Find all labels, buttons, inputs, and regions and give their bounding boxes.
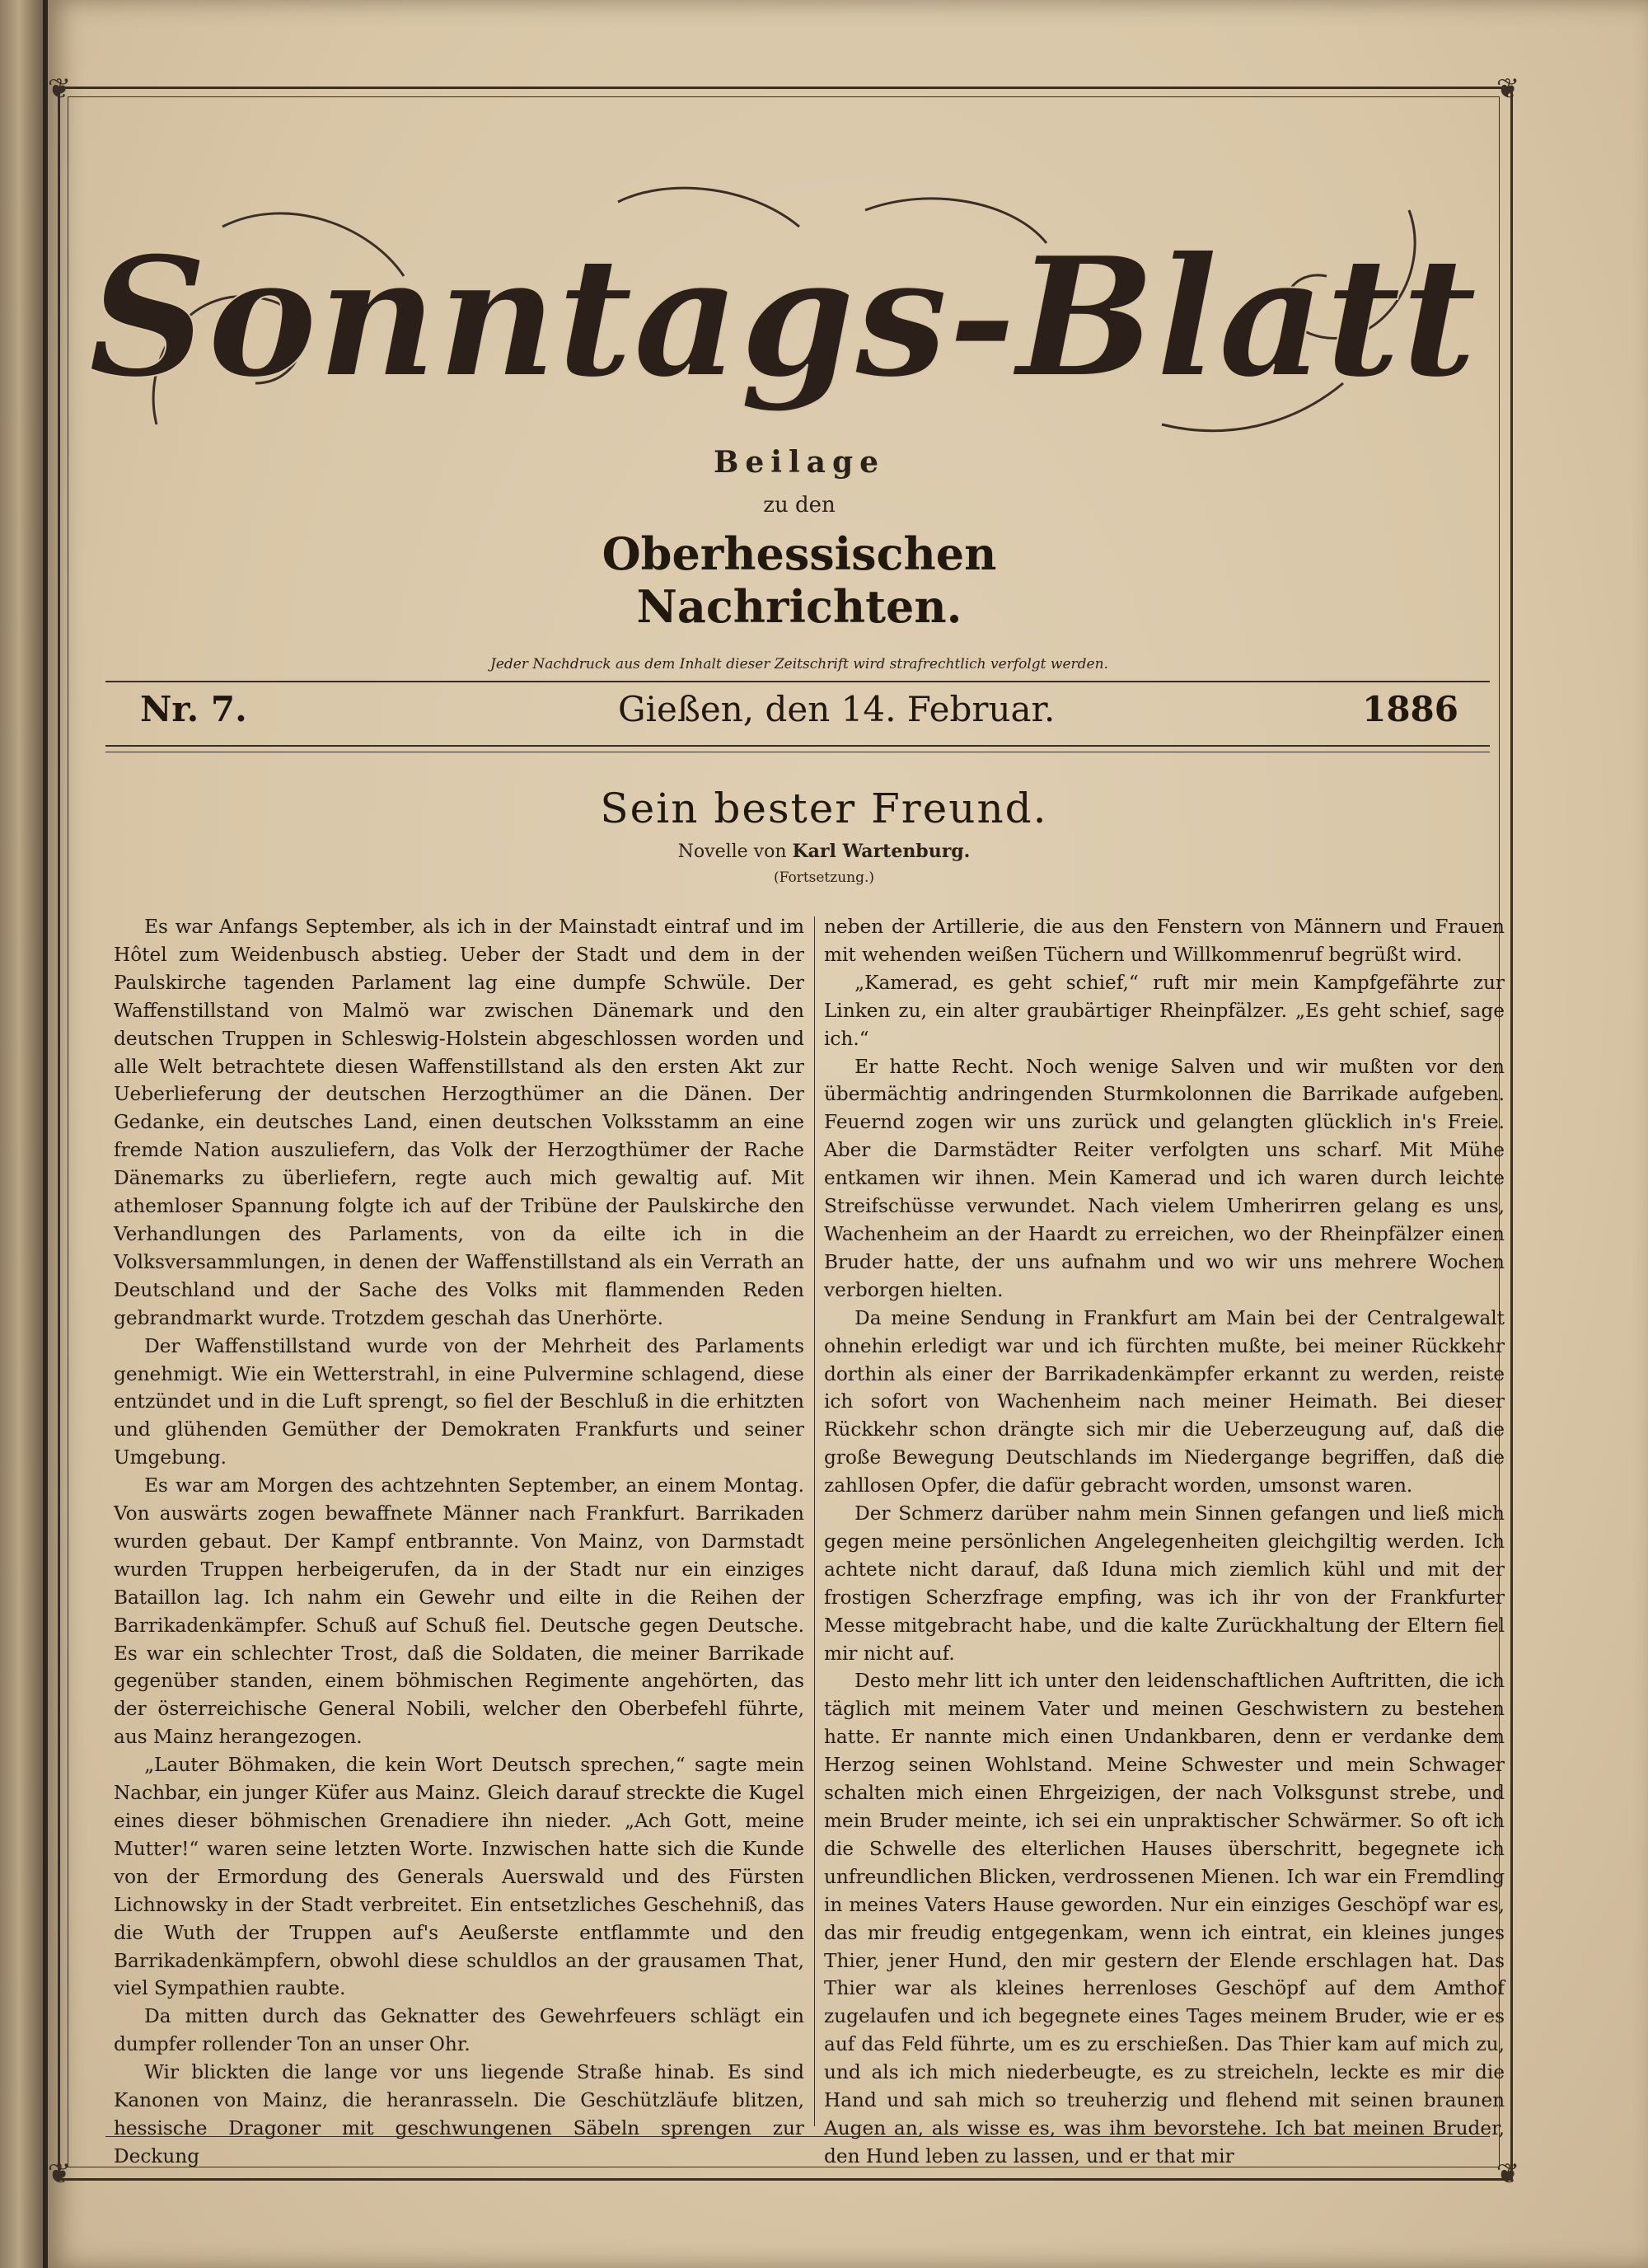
paragraph: „Lauter Böhmaken, die kein Wort Deutsch sprechen,“ sagte mein Nachbar, ein junger Küfer aus Mainz. Gleich darauf streckte die Kugel eines dieser böhmischen Grenadiere ihn nieder. „Ach Gott, meine Mutter!“ waren seine letzten Worte. Inzwischen hatte sich die Kunde von der Ermordung des Generals Auerswald und des Fürsten Lichnowsky in der Stadt verbreitet. Ein entsetzliches Geschehniß, das die Wuth der Truppen auf's Aeußerste entflammte und den Barrikadenkämpfern, obwohl diese schuldlos an der grausamen That, viel Sympathien raubte. [114,1754,804,2000]
ornament-corner-icon: ❦ [47,73,72,105]
masthead-flourish-icon [88,177,1477,449]
paragraph: Wir blickten die lange vor uns liegende Straße hinab. Es sind Kanonen von Mainz, die heranrasseln. Die Geschützläufe blitzen, hessische Dragoner mit geschwungenen Säbeln sprengen zur Deckung [114,2061,804,2167]
story-title: Sein bester Freund. [600,785,1048,832]
issue-line [140,689,1458,738]
ornament-corner-icon: ❦ [1496,73,1520,105]
story-byline [494,841,1154,862]
divider-bottom [105,745,1490,747]
column-left [114,913,804,2167]
story-author: Karl Wartenburg. [792,841,971,862]
paragraph: „Kamerad, es geht schief,“ ruft mir mein Kampfgefährte zur Linken zu, ein alter graubärtiger Rheinpfälzer. „Es geht schief, sage ich.“ [824,971,1505,1050]
issue-number: Nr. 7. [140,689,247,729]
paragraph: neben der Artillerie, die aus den Fenstern von Männern und Frauen mit wehenden weißen Tüchern und Willkommenruf begrüßt wird. [824,916,1505,966]
ornament-corner-icon: ❦ [1496,2158,1520,2191]
issue-place-date: Gießen, den 14. Februar. [618,689,1056,729]
paragraph: Da meine Sendung in Frankfurt am Main bei der Centralgewalt ohnehin erledigt war und ich fürchten mußte, bei meiner Rückkehr dorthin als einer der Barrikadenkämpfer erkannt zu werden, reiste ich sofort von Wachenheim nach meiner Heimath. Bei dieser Rückkehr schon drängte sich mir die Ueberzeugung auf, daß die große Bewegung Deutschlands im Niedergange begriffen, daß die zahllosen Opfer, die dafür gebracht worden, umsonst waren. [824,1306,1505,1497]
paragraph: Der Schmerz darüber nahm mein Sinnen gefangen und ließ mich gegen meine persönlichen Angelegenheiten gleichgiltig werden. Ich achtete nicht darauf, daß Iduna mich ziemlich kühl und mit der frostigen Scherzfrage empfing, was ich ihr von der Frankfurter Messe mitgebracht habe, und die kalte Zurückhaltung der Eltern fiel mir nicht auf. [824,1502,1505,1665]
masthead [88,177,1477,490]
issue-year: 1886 [1362,689,1458,729]
divider-top [105,681,1490,682]
masthead-title: Sonntags-Blatt [88,221,1477,415]
paragraph: Es war am Morgen des achtzehnten September, an einem Montag. Von auswärts zogen bewaffnete Männer nach Frankfurt. Barrikaden wurden gebaut. Der Kampf entbrannte. Von Mainz, von Darmstadt wurden Truppen herbeigerufen, da in der Stadt nur ein einziges Bataillon lag. Ich nahm ein Gewehr und eilte in die Reihen der Barrikadenkämpfer. Schuß auf Schuß fiel. Deutsche gegen Deutsche. Es war ein schlechter Trost, daß die Soldaten, die meiner Barrikade gegenüber standen, einem böhmischen Regimente angehörten, das der österreichische General Nobili, welcher den Oberbefehl führte, aus Mainz herangezogen. [114,1474,804,1749]
byline-prefix: Novelle von [677,841,787,862]
previous-page-edge [0,0,43,2268]
supplement-label: Beilage [713,445,886,480]
continuation-note: (Fortsetzung.) [773,869,875,886]
newspaper-name: Oberhessischen Nachrichten. [602,527,997,633]
paragraph: Es war Anfangs September, als ich in der Mainstadt eintraf und im Hôtel zum Weidenbusch abstieg. Ueber der Stadt und dem in der Paulskirche tagenden Parlament lag eine dumpfe Schwüle. Der Waffenstillstand von Malmö war zwischen Dänemark und den deutschen Truppen in Schleswig-Holstein abgeschlossen worden und alle Welt betrachtete diesen Waffenstillstand als den ersten Akt zur Ueberlieferung der deutschen Herzogthümer an die Dänen. Der Gedanke, ein deutsches Land, einen deutschen Volksstamm an eine fremde Nation auszuliefern, das Volk der Herzogthümer der Rache Dänemarks zu überliefern, regte auch mich gewaltig auf. Mit athemloser Spannung folgte ich auf der Tribüne der Paulskirche den Verhandlungen des Parlaments, von da eilte ich in die Volksversammlungen, in denen der Waffenstillstand als ein Verrath an Deutschland und der Sache des Volks mit flammenden Reden gebrandmarkt wurde. Trotzdem geschah das Unerhörte. [114,916,804,1329]
divider-footer [105,2136,1490,2137]
ornament-corner-icon: ❦ [47,2158,72,2191]
paragraph: Desto mehr litt ich unter den leidenschaftlichen Auftritten, die ich täglich mit meinem Vater und meinen Geschwistern zu bestehen hatte. Er nannte mich einen Undankbaren, denn er verdanke dem Herzog seinen Wohlstand. Meine Schwester und mein Schwager schalten mich einen Ehrgeizigen, der nach Volksgunst strebe, und mein Bruder meinte, ich sei ein unpraktischer Schwärmer. So oft ich die Schwelle des elterlichen Hauses überschritt, begegnete ich unfreundlichen Blicken, verdrossenen Mienen. Ich war ein Fremdling in meines Vaters Hause geworden. Nur ein einziges Geschöpf war es, das mir freudig entgegenkam, wenn ich eintrat, ein kleines junges Thier, jener Hund, den mir gestern der Elende erschlagen hat. Das Thier war als kleines herrenloses Geschöpf auf dem Amthof zugelaufen und ich begegnete eines Tages meinem Bruder, wie er es auf das Feld führte, um es zu erschießen. Das Thier kam auf mich zu, und als ich mich niederbeugte, es zu streicheln, leckte es mir die Hand und sah mich so treuherzig und flehend mit seinen braunen Augen an, als wisse es, was ihm bevorstehe. Ich bat meinen Bruder, den Hund leben zu lassen, und er that mir [824,1670,1505,2167]
column-separator [814,916,815,2126]
paragraph: Da mitten durch das Geknatter des Gewehrfeuers schlägt ein dumpfer rollender Ton an unser Ohr. [114,2005,804,2056]
paragraph: Der Waffenstillstand wurde von der Mehrheit des Parlaments genehmigt. Wie ein Wetterstrahl, in eine Pulvermine schlagend, diese entzündet und in die Luft sprengt, so fiel der Beschluß in die erhitzten und glühenden Gemüther der Demokraten Frankfurts und seiner Umgebung. [114,1334,804,1469]
column-right [824,913,1505,2167]
paragraph: Er hatte Recht. Noch wenige Salven und wir mußten vor den übermächtig andringenden Sturmkolonnen die Barrikade aufgeben. Feuernd zogen wir uns zurück und gelangten glücklich in's Freie. Aber die Darmstädter Reiter verfolgten uns scharf. Mit Mühe entkamen wir ihnen. Mein Kamerad und ich waren durch leichte Streifschüsse verwundet. Nach vielem Umherirren gelang es uns, Wachenheim an der Haardt zu erreichen, wo der Rheinpfälzer einen Bruder hatte, der uns aufnahm und wo wir uns mehrere Wochen verborgen hielten. [824,1055,1505,1301]
connector-label: zu den [763,493,836,518]
reprint-notice: Jeder Nachdruck aus dem Inhalt dieser Zeitschrift wird strafrechtlich verfolgt werden. [490,656,1108,672]
